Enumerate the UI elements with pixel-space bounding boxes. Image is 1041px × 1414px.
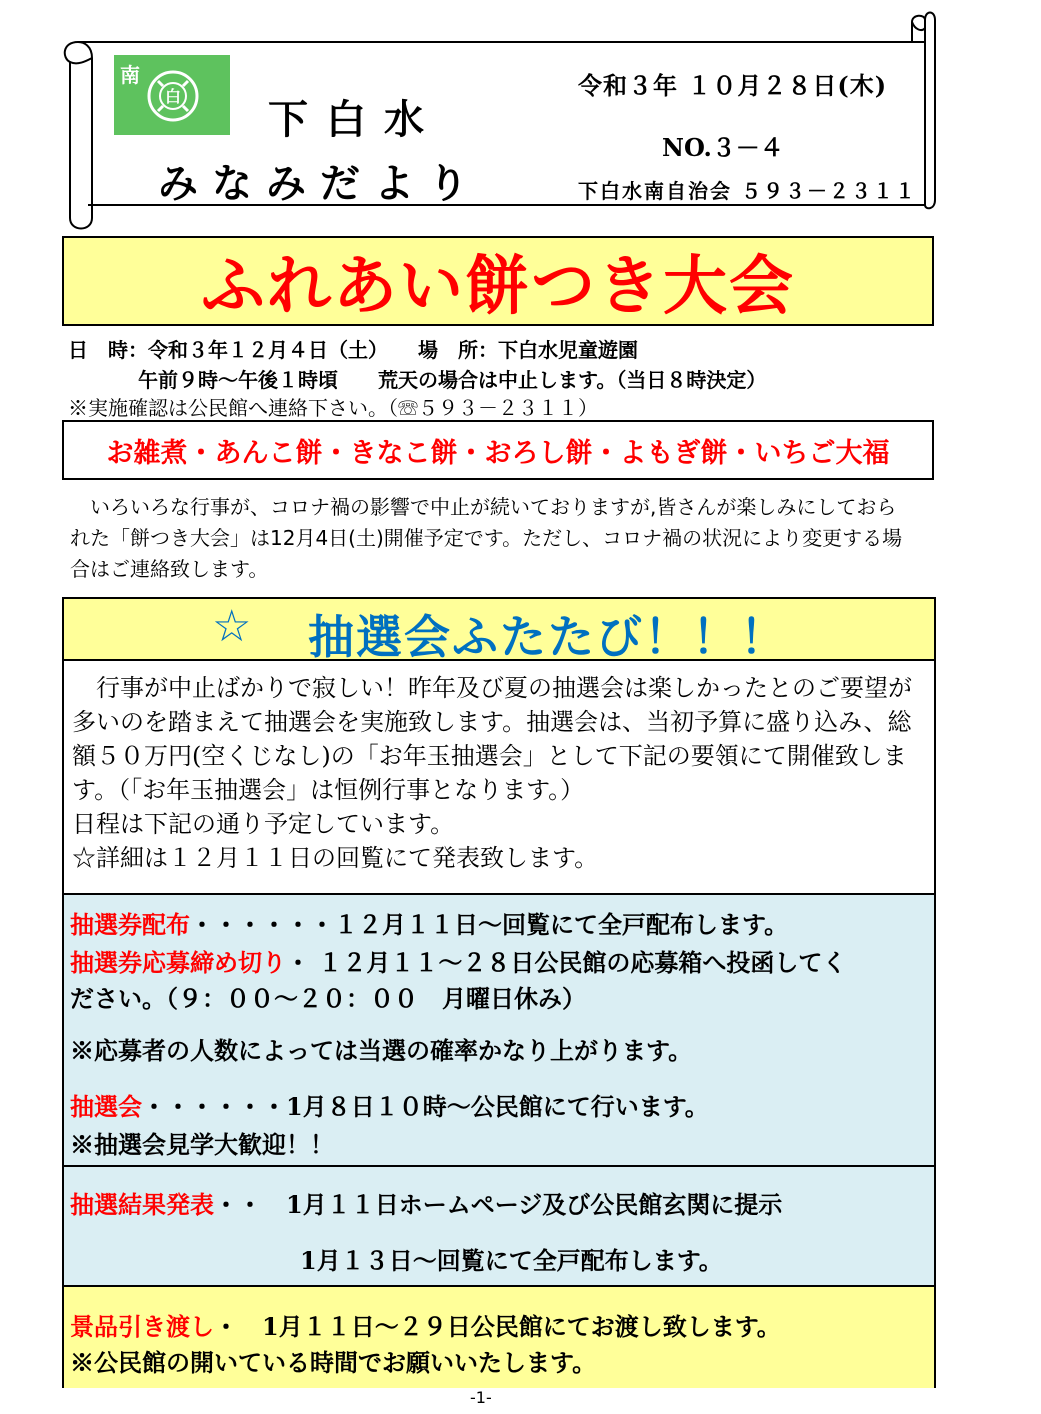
- deadline-label: 抽選券応募締め切り: [70, 948, 286, 977]
- deadline-text: ・ １２月１１～２８日公民館の応募箱へ投函してく: [286, 948, 847, 977]
- event-intro: [70, 492, 940, 585]
- emblem-icon: [144, 67, 202, 125]
- event-time-weather: 午前９時～午後１時頃 荒天の場合は中止します。（当日８時決定）: [138, 368, 767, 392]
- draw-row: [70, 1087, 709, 1122]
- organization: 下白水南自治会 ５９３－２３１１: [578, 179, 917, 203]
- prize-label: 景品引き渡し: [70, 1312, 214, 1341]
- schedule-block-distribution: [64, 893, 934, 1165]
- opening-hours-note: ※公民館の開いている時間でお願いいたします。: [70, 1348, 597, 1377]
- body-line: 多いのを踏まえて抽選会を実施致します。抽選会は、当初予算に盛り込み、総: [72, 708, 912, 736]
- newsletter-title-line2: みなみだより: [158, 161, 482, 207]
- deadline-row: [70, 943, 846, 978]
- issue-date: 令和３年 １０月２８日(木): [578, 71, 888, 100]
- page-number: -1-: [470, 1388, 492, 1407]
- event-contact-note: ※実施確認は公民館へ連絡下さい。（☏５９３－２３１１）: [68, 396, 598, 420]
- lottery-title: 抽選会ふたたび！！！: [308, 610, 788, 664]
- body-line: 行事が中止ばかりで寂しい！昨年及び夏の抽選会は楽しかったとのご要望が: [72, 674, 912, 702]
- distribution-label: 抽選券配布: [70, 910, 190, 939]
- observation-note: ※抽選会見学大歓迎！！: [70, 1130, 334, 1159]
- body-line: す。（「お年玉抽選会」は恒例行事となります。）: [72, 776, 585, 804]
- newsletter-title-line1: 下白水: [268, 97, 442, 143]
- logo: [114, 55, 230, 135]
- result-label: 抽選結果発表: [70, 1190, 214, 1219]
- event-title-banner: [62, 236, 934, 326]
- schedule-block-results: [64, 1165, 934, 1285]
- intro-line: れた「餅つき大会」は12月4日(土)開催予定です。ただし、コロナ禍の状況により変更する場: [70, 526, 903, 550]
- deadline-text-cont: ださい。（９：００～２０：００ 月曜日休み）: [70, 984, 586, 1013]
- event-datetime-place: 日 時：令和３年１２月４日（土） 場 所：下白水児童遊園: [68, 338, 638, 362]
- menu-box: [62, 420, 934, 480]
- probability-note: ※応募者の人数によっては当選の確率かなり上がります。: [70, 1036, 693, 1065]
- result-text-cont: 1月１３日～回覧にて全戸配布します。: [300, 1246, 723, 1275]
- issue-number: NO.３－４: [662, 133, 784, 162]
- draw-label: 抽選会: [70, 1092, 142, 1121]
- logo-char: 南: [120, 63, 140, 87]
- distribution-text: ・・・・・・１２月１１日～回覧にて全戸配布します。: [190, 910, 789, 939]
- emblem-char: 白: [164, 87, 182, 106]
- menu-items: お雑煮・あんこ餅・きなこ餅・おろし餅・よもぎ餅・いちご大福: [106, 437, 890, 469]
- schedule-block-prizes: [64, 1285, 934, 1388]
- intro-line: いろいろな行事が、コロナ禍の影響で中止が続いておりますが,皆さんが楽しみにしておら: [70, 495, 897, 519]
- prize-row: [70, 1307, 781, 1342]
- body-line: 日程は下記の通り予定しています。: [72, 810, 455, 838]
- distribution-row: [70, 905, 788, 940]
- prize-text: ・ 1月１１日～２９日公民館にてお渡し致します。: [214, 1312, 781, 1341]
- event-title: ふれあい餅つき大会: [201, 250, 795, 324]
- result-row: [70, 1185, 782, 1220]
- body-line: 額５０万円(空くじなし)の「お年玉抽選会」として下記の要領にて開催致しま: [72, 742, 907, 770]
- intro-line: 合はご連絡致します。: [70, 557, 269, 581]
- lottery-header: [64, 599, 934, 664]
- draw-text: ・・・・・・1月８日１０時～公民館にて行います。: [142, 1092, 709, 1121]
- lottery-description: [72, 671, 932, 875]
- body-line: ☆詳細は１２月１１日の回覧にて発表致します。: [72, 844, 599, 872]
- lottery-section: [62, 597, 936, 1388]
- result-text: ・・ 1月１１日ホームページ及び公民館玄関に提示: [214, 1190, 783, 1219]
- star-icon: ☆: [212, 601, 252, 652]
